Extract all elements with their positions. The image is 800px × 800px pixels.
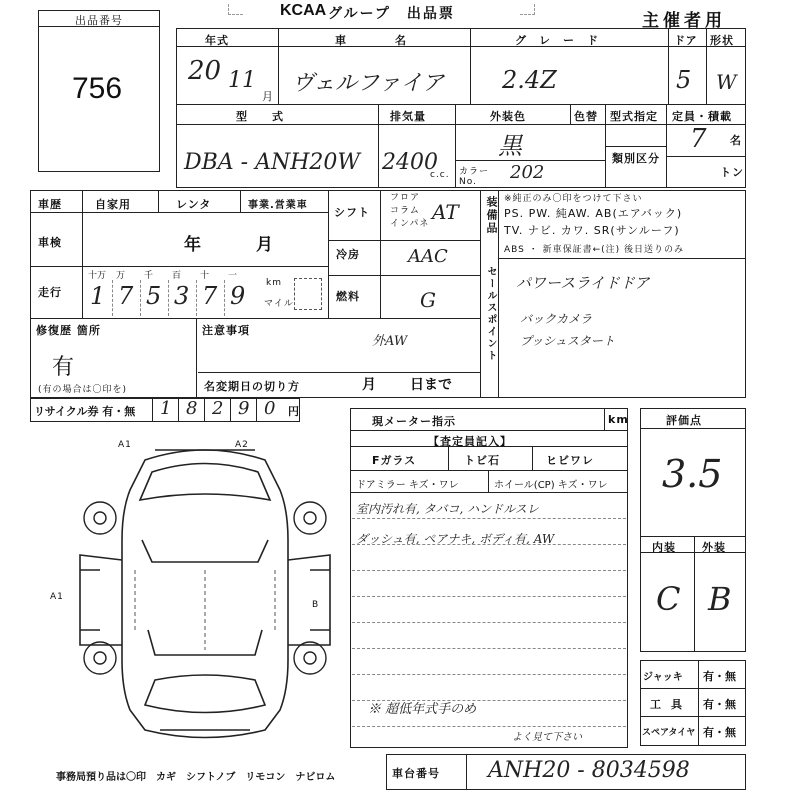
glass-label[interactable]: Fガラス — [372, 454, 417, 467]
recycle-digit: 9 — [238, 398, 250, 419]
repair-label: 修復歴 箇所 — [36, 324, 101, 337]
deadline-label: 名変期日の切り方 — [204, 380, 300, 393]
comment-2: ダッシュ有, ペアナキ, ボディ有, AW — [356, 532, 555, 546]
mileage-digit-header: 十 — [200, 271, 210, 281]
equipment-note: ※純正のみ〇印をつけて下さい — [504, 194, 643, 204]
color-code-value: 202 — [510, 162, 545, 183]
model-name-value: ヴェルファイア — [292, 71, 445, 96]
body-form-value: W — [716, 70, 737, 94]
body-form-label: 形状 — [710, 34, 734, 47]
recycle-unit: 円 — [288, 405, 300, 418]
chip-label[interactable]: トビ石 — [464, 454, 500, 467]
displacement-label: 排気量 — [390, 110, 426, 123]
form-title: グループ 出品票 — [328, 6, 455, 22]
comment-3: ※ 超低年式手のめ — [368, 702, 477, 717]
chassis-type-value: DBA - ANH20W — [184, 150, 361, 175]
history-option-rental[interactable]: レンタ — [176, 198, 212, 211]
spare-tire-label: スペアタイヤ — [642, 728, 696, 738]
mileage-digit-header: 百 — [172, 271, 182, 281]
grade-value: 2.4Z — [502, 66, 557, 94]
mileage-digit: 1 — [90, 282, 106, 310]
shift-value: AT — [432, 200, 459, 224]
repair-value: 有 — [52, 355, 75, 380]
aircon-value: AAC — [408, 246, 448, 267]
inspection-label: 車検 — [38, 236, 62, 249]
deadline-day: 日まで — [410, 377, 452, 393]
sales-point-1: パワースライドドア — [516, 274, 650, 292]
doors-value: 5 — [676, 66, 692, 94]
car-damage-diagram[interactable] — [60, 430, 350, 750]
color-code-label: カラー No. — [459, 167, 490, 187]
meter-label: 現メーター指示 — [372, 415, 456, 428]
mileage-digit: 7 — [118, 282, 134, 310]
equipment-line1[interactable]: PS. PW. 純AW. AB(エアバック) — [504, 207, 683, 220]
year-label: 年式 — [205, 34, 229, 47]
capacity-label: 定員・積載 — [672, 110, 732, 123]
grade-label: グ レ ー ド — [515, 34, 599, 47]
repair-note: (有の場合は〇印を) — [38, 385, 128, 395]
recycle-digit: 8 — [186, 398, 198, 419]
mileage-digit-header: 一 — [228, 271, 238, 281]
mileage-digit-header: 万 — [116, 271, 126, 281]
crack-label[interactable]: ヒビワレ — [546, 454, 594, 467]
shift-label: シフト — [334, 206, 370, 219]
mirror-label[interactable]: ドアミラー キズ・ワレ — [356, 480, 459, 491]
interior-grade: C — [656, 580, 681, 618]
color-change-label: 色替 — [574, 110, 598, 123]
capacity-unit-tons: トン — [720, 166, 744, 179]
sales-point-2: バックカメラ — [520, 312, 593, 326]
mileage-digit-header: 千 — [144, 271, 154, 281]
comment-1: 室内汚れ有, タバコ, ハンドルスレ — [356, 502, 539, 516]
comment-4: よく見て下さい — [512, 732, 582, 743]
brand-logo: KCAA — [280, 2, 327, 19]
inspection-month-unit: 月 — [256, 235, 273, 255]
office-items: 事務局預り品は〇印 カギ シフトノブ リモコン ナビロム — [56, 772, 336, 783]
vin-label: 車台番号 — [392, 767, 440, 780]
jack-value[interactable]: 有・無 — [703, 670, 736, 683]
meter-unit: km — [608, 413, 629, 426]
equipment-label: 装備品 — [485, 196, 498, 235]
year-value: 20 — [188, 56, 222, 86]
recycle-label: リサイクル券 有・無 — [34, 405, 136, 418]
shift-option-column[interactable]: コラム — [390, 206, 420, 216]
inspector-label: 【査定員記入】 — [428, 435, 512, 448]
mile-check-box[interactable] — [294, 278, 322, 310]
vin-value: ANH20 - 8034598 — [488, 758, 690, 783]
mileage-label: 走行 — [38, 286, 62, 299]
spare-tire-value[interactable]: 有・無 — [703, 726, 736, 739]
mark-b-right: B — [312, 600, 320, 610]
notes-value: 外AW — [372, 334, 408, 349]
recycle-digit: 0 — [264, 398, 276, 419]
tools-label: 工具 — [650, 698, 692, 711]
deadline-month: 月 — [362, 377, 376, 393]
shift-option-panel[interactable]: インパネ — [390, 219, 430, 229]
sales-point-3: プッシュスタート — [520, 334, 615, 348]
history-option-commercial[interactable]: 事業.営業車 — [248, 200, 308, 211]
exterior-color-value: 黒 — [498, 132, 522, 160]
month-unit: 月 — [262, 90, 274, 103]
chassis-type-label: 型 式 — [236, 110, 284, 123]
aircon-label: 冷房 — [336, 248, 360, 261]
class-label: 類別区分 — [612, 152, 660, 165]
sales-points-label: セールスポイント — [485, 266, 496, 362]
capacity-value: 7 — [690, 124, 707, 154]
type-designation-label: 型式指定 — [610, 110, 658, 123]
mileage-digit: 5 — [146, 282, 162, 310]
displacement-unit: c.c. — [430, 170, 450, 180]
rating-label: 評価点 — [666, 414, 702, 427]
mileage-unit-mile: マイル — [264, 299, 294, 309]
exterior-grade: B — [708, 580, 732, 618]
equipment-line2[interactable]: TV. ナビ. カワ. SR(サンルーフ) — [504, 224, 680, 237]
mileage-digit: 9 — [230, 282, 246, 310]
recycle-digit: 2 — [212, 398, 224, 419]
fuel-label: 燃料 — [336, 290, 360, 303]
notes-label: 注意事項 — [202, 324, 250, 337]
history-option-private[interactable]: 自家用 — [95, 198, 131, 211]
exterior-label: 外装 — [702, 541, 726, 554]
model-name-label: 車 名 — [335, 34, 407, 47]
mileage-unit-km: km — [266, 278, 282, 288]
displacement-value: 2400 — [382, 150, 438, 175]
lot-number: 756 — [72, 72, 123, 105]
wheel-label[interactable]: ホイール(CP) キズ・ワレ — [494, 480, 608, 491]
history-label: 車歴 — [38, 198, 62, 211]
jack-label: ジャッキ — [643, 672, 683, 683]
mileage-digit-header: 十万 — [88, 271, 107, 281]
rating-value: 3.5 — [662, 452, 723, 496]
tools-value[interactable]: 有・無 — [703, 698, 736, 711]
mark-a1-left: A1 — [50, 592, 64, 602]
exterior-color-label: 外装色 — [490, 110, 526, 123]
inspection-year-unit: 年 — [184, 235, 201, 255]
mileage-digit: 3 — [174, 282, 190, 310]
capacity-unit-persons: 名 — [730, 134, 742, 147]
mileage-digit: 7 — [202, 282, 218, 310]
doors-label: ドア — [674, 34, 698, 47]
month-value: 11 — [228, 68, 256, 93]
equipment-line3[interactable]: ABS ・ 新車保証書←(注) 後日送りのみ — [504, 245, 685, 255]
organizer-label: 主催者用 — [642, 11, 726, 31]
lot-label: 出品番号 — [75, 14, 123, 27]
recycle-digit: 1 — [160, 398, 172, 419]
fuel-value: G — [420, 288, 436, 312]
mark-a2-top: A2 — [235, 440, 249, 450]
corner-mark-left — [228, 4, 243, 15]
shift-option-floor[interactable]: フロア — [390, 193, 421, 203]
interior-label: 内装 — [652, 541, 676, 554]
corner-mark-right — [520, 4, 535, 15]
mark-a1-top: A1 — [118, 440, 132, 450]
